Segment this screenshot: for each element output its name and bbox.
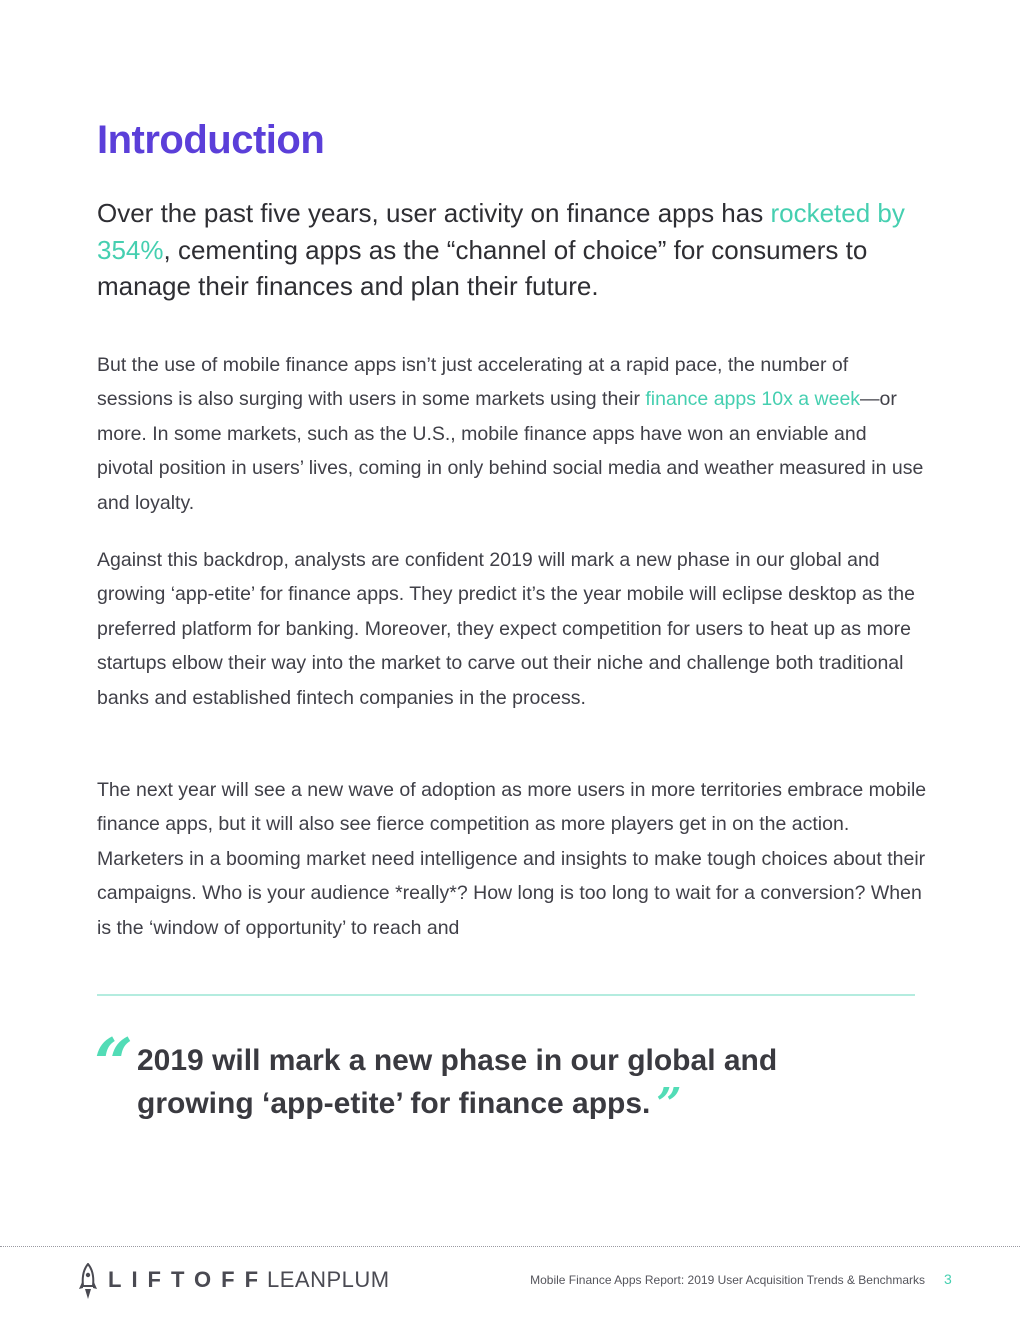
p1-highlight-link[interactable]: finance apps 10x a week [645,388,861,411]
body-paragraph-3: The next year will see a new wave of adoption as more users in more territories embrace mobile finance apps, but it will also see fierce competition as more players get in on the action. Marketers in a booming market need intelligence and insights to make tough choices about their campaigns. Who is your audience *really*? How long is too long to wait for a conversion? When is the ‘window of opportunity’ to reach and [97,779,927,939]
leanplum-logo: LEANPLUM [267,1267,390,1292]
lead-paragraph [97,195,927,305]
rocket-icon [77,1263,99,1301]
page-title: Introduction [97,118,325,162]
section-divider [97,994,915,996]
pull-quote-text: 2019 will mark a new phase in our global and growing ‘app-etite’ for finance apps. [137,1044,778,1120]
lead-highlight-link[interactable]: rocketed by 354% [97,198,905,265]
body-paragraph-2: Against this backdrop, analysts are confident 2019 will mark a new phase in our global and growing ‘app-etite’ for finance apps. They predict it’s the year mobile will eclipse desktop as the preferred platform for banking. Moreover, they expect competition for users to heat up as more startups elbow their way into the market to carve out their niche and challenge both traditional banks and established fintech companies in the process. [97,549,915,709]
lead-text-start: Over the past five years, user activity on finance apps has [97,198,771,228]
pull-quote [137,1039,857,1130]
liftoff-logo: LIFTOFF [108,1267,269,1292]
page-number: 3 [944,1271,952,1287]
p1-text-start: But the use of mobile finance apps isn’t just accelerating at a rapid pace, the number of sessions is also surging with users in some markets using their [97,354,849,411]
footer-divider [0,1246,1020,1247]
report-title: Mobile Finance Apps Report: 2019 User Acquisition Trends & Benchmarks [530,1273,925,1287]
open-quote-icon: “ [94,1024,134,1104]
p1-text-end: —or more. In some markets, such as the U.S., mobile finance apps have won an enviable and pivotal position in users’ lives, coming in only behind social media and weather measured in use and loyalty. [97,388,924,514]
close-quote-icon: ” [656,1079,682,1130]
body-paragraph-1 [97,348,927,520]
lead-text-end: , cementing apps as the “channel of choice” for consumers to manage their finances and plan their future. [97,234,868,301]
